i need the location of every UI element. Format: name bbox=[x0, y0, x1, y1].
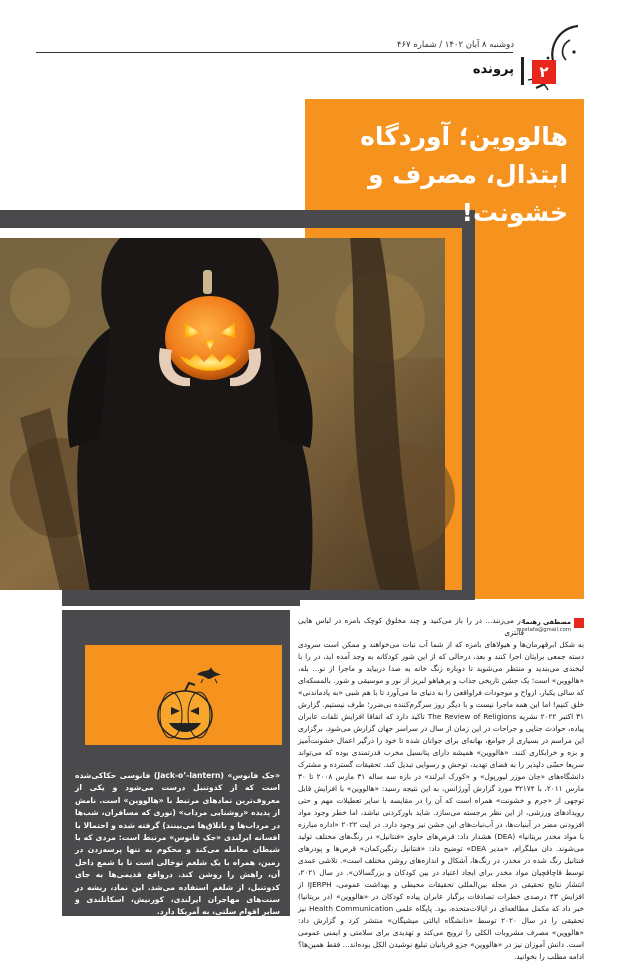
article-title bbox=[318, 118, 568, 232]
hero-photo bbox=[0, 238, 445, 590]
gray-frame-right bbox=[462, 210, 475, 600]
article-body-text: به شکل ابرقهرمان‌ها و هیولاهای بامزه که از شما آب نبات می‌خواهند و ممکن است سرودی دسته جمعی برایتان اجرا کنند و بعد، درحالی که از این شور کودکانه به وجد آمده اید، در را با لبخندی می‌بندید و منتظر می‌شوید تا دوباره زنگ خانه به صدا دربیاید و ماجرا از نو... بله، «هالووین» است؛ یک جشن تاریخی جذاب و پرهیاهو لبریز از نور و موسیقی و شور. بالمسکه‌ای که سالی یکبار، ارواح و موجودات فراواقعی را به دنیای ما می‌آورد تا با هم شبی «به یادماندنی» خلق کنیم! اما این همه ماجرا نیست و با دیگر روز سرگرم‌کننده بی‌ضرر؛ طرف نیستیم. گزارش ۳۱ اکتبر ۲۰۲۲ نشریه The Review of Religions تاکید دارد که اتفاقا افزایش تلفات عابران پیاده، حوادث جنایی و جراحات در این زمان از سال در سراسر جهان گزارش می‌شود. برگزاری این مراسم در بسیاری از جوامع، بهانه‌ای برای جوانان شده تا خود را درگیر اعمال خشونت‌آمیز و بزه و خرابکاری کنند. «هالووین» همیشه دارای پتانسیل مخرب قدرتمندی بوده که می‌تواند سریعا حسّی دلپذیر را به فضای تهدید، توحش و رسوایی تبدیل کند. تحقیقات گسترده و مشترک دانشگاه‌های «جان موزر لیورپول» و «کورک ایرلند» در بازه سه ساله ۳۱ مارس ۲۰۰۸ تا ۳۰ مارس ۲۰۱۱، با ۳۲۱۷۴ مورد گزارش آورژانس، به این نتیجه رسید: «هالووین» با افزایش قابل توجهی از «جرم و خشونت» همراه است که آن را در مقایسه با سایر تعطیلات مهم و حتی رویدادهای ورزشی، از این نظر برجسته می‌سازد. شاید باورکردنی نباشد، اما خطر وجود مواد افزودنی مضر در آبنبات‌ها، در آب‌نبات‌های این جشن نیز وجود دارد. در ایت ۲۰۲۲ «اداره مبارزه با مواد مخدر بریتانیا» (DEA) هشدار داد: قرص‌های حاوی «فنتانیل» در رنگ‌های مختلف تولید می‌شوند. دان میلگرام، «مدیر DEA» توضیح داد: «فنتانیل رنگین‌کمان» قرص‌ها و پودرهای فنتانیل رنگ شده در مخدر، در رنگ‌ها، اَشکال و اندازه‌های روشن مختلف است». تلاشی عمدی توسط قاچاقچیان مواد مخدر برای ایجاد اعتیاد در بین کودکان و بزرگسالان». در سال ۲۰۲۱، انتشار نتایج تحقیقی در مجله بین‌المللی تحقیقات محیطی و بهداشت عمومی، IJERPH از افزایش ۴۳ درصدی خطرات تصادفات برگبار عابران پیاده کودکان در «هالووین» (در بریتانیا) خبر داد که مکمل مطالعه‌ای در ایالات‌متحده، بود. پایگاه علمی Health Communication نیز تحقیقی را در سال ۲۰۲۰ توسط «دانشگاه ایالتی میشیگان» منتشر کرد و گزارش داد: «هالووین» مصرف مشروبات الکلی را ترویج می‌کند و تهدیدی برای سلامتی و ایمنی عمومی است. دانش آموزان نیز در «هالووین» جزو قربانیان تبلیغ نوشیدن الکل بوده‌اند... فقط همین‌ها؟ ادامه مطلب را بخوانید. bbox=[298, 640, 584, 961]
title-line-1: هالووین؛ آوردگاه bbox=[360, 122, 568, 151]
issue-date: دوشنبه ۸ آبان ۱۴۰۲ / شماره ۴۶۷ bbox=[396, 40, 514, 50]
section-divider bbox=[521, 57, 524, 85]
header-rule bbox=[36, 52, 513, 53]
section-label: پرونده bbox=[472, 62, 514, 77]
sidebar-text: «جک فانوس» (Jack-o’-lantern) فانوسی حکاکی‌شده است که از کدوتنبل درست می‌شود و یکی از معروف‌ترین نمادهای مرتبط با «هالووین» است. نامش از پدیده «روشنایی مرداب» (نوری که مسافران، شب‌ها در مرداب‌ها و باتلاق‌ها می‌بینند) گرفته شده و احتمالا با افسانه ایرلندی «جک فانوس» مرتبط است: مردی که با شیطان معامله می‌کند و محکوم به تنها پرسه‌زدن در زمین، همراه با یک شلغم توخالی است تا با شمع داخل آن، راهش را روشن کند. درواقع قدیمی‌ها به جای کدوتنبل، از شلغم استفاده می‌شد. این نماد، ریشه در سنت‌های مهاجران ایرلندی، کورنیش، اسکاتلندی و سایر اقوام سلتی، به آمریکا دارد. bbox=[75, 771, 280, 917]
author-name: مصطفی رهنما bbox=[523, 618, 571, 626]
white-inset bbox=[300, 600, 598, 610]
article-body bbox=[298, 615, 584, 961]
newspaper-logo bbox=[518, 18, 588, 98]
jack-o-lantern-illustration bbox=[85, 645, 282, 745]
page-number-badge: ۲ bbox=[532, 60, 556, 84]
title-line-2: ابتذال، مصرف و خشونت! bbox=[367, 160, 568, 227]
article-lead: در می‌زنند... در را باز می‌کنید و چند مخلوق کوچک بامزه در لباس هایی فانتزی bbox=[298, 616, 524, 637]
author-email: mostafa@gmail.com bbox=[516, 627, 571, 633]
